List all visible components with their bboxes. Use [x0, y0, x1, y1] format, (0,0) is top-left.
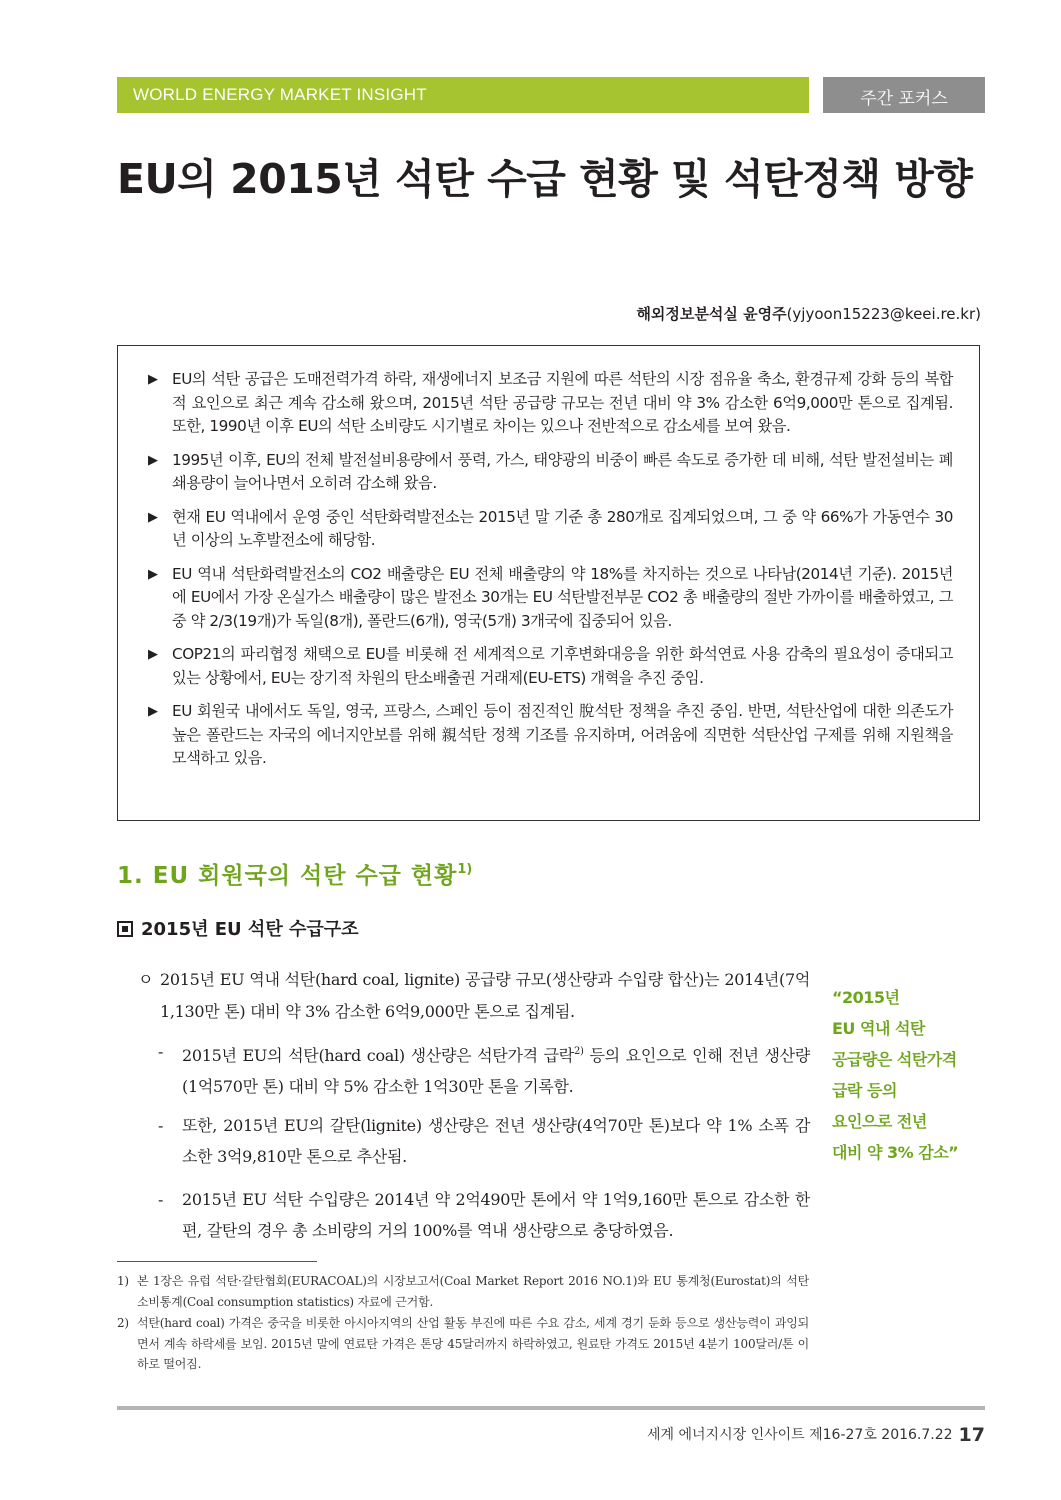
footnote-ref-1: 1): [457, 862, 473, 877]
footer-publication: 세계 에너지시장 인사이트 제16-27호 2016.7.22: [647, 1427, 953, 1443]
author-name: 해외정보분석실 윤영주: [636, 305, 787, 323]
footnote-text: 석탄(hard coal) 가격은 중국을 비롯한 아시아지역의 산업 활동 부진에 따른 수요 감소, 세계 경기 둔화 등으로 생산능력이 과잉되면서 계속 하락세를 보임. 2015년 말에 연료탄 가격은 톤당 45달러까지 하락하였고, 원료탄 가격도 2015년 4분기 100달러/톤 이하로 떨어짐.: [137, 1316, 809, 1371]
pull-quote: [832, 982, 982, 1168]
main-point: [138, 964, 810, 1028]
dash-item-text: 2015년 EU 석탄 수입량은 2014년 약 2억490만 톤에서 약 1억9,160만 톤으로 감소한 한편, 갈탄의 경우 총 소비량의 거의 100%를 역내 생산량으로 충당하였음.: [182, 1190, 810, 1240]
summary-text: 현재 EU 역내에서 운영 중인 석탄화력발전소는 2015년 말 기준 총 280개로 집계되었으며, 그 중 약 66%가 가동연수 30년 이상의 노후발전소에 해당함.: [172, 507, 953, 549]
footer-divider: [117, 1406, 985, 1410]
summary-box: [117, 345, 980, 821]
author-email: (yjyoon15223@keei.re.kr): [786, 305, 981, 323]
dash-item-text: 2015년 EU의 석탄(hard coal) 생산량은 석탄가격 급락: [182, 1046, 574, 1065]
dash-item: [158, 1184, 810, 1246]
summary-text: EU의 석탄 공급은 도매전력가격 하락, 재생에너지 보조금 지원에 따른 석탄의 시장 점유율 축소, 환경규제 강화 등의 복합적 요인으로 최근 계속 감소해 왔으며, 2015년 석탄 공급량 규모는 전년 대비 약 3% 감소한 6억9,000만 톤으로 집계됨. 또한, 1990년 이후 EU의 석탄 소비량도 시기별로 차이는 있으나 전반적으로 감소세를 보여 왔음.: [172, 370, 953, 435]
pull-quote-line: 요인으로 전년: [832, 1112, 927, 1131]
page-footer: [647, 1424, 985, 1446]
section-title: [117, 857, 472, 890]
pull-quote-line: EU 역내 석탄: [832, 1019, 925, 1038]
summary-item: [148, 368, 953, 439]
bullet-icon: ▶: [148, 509, 158, 525]
subsection-title: [117, 915, 359, 941]
bullet-icon: ▶: [148, 372, 158, 387]
square-bullet-icon: [117, 921, 133, 937]
pull-quote-line: 급락 등의: [832, 1081, 897, 1100]
summary-item: [148, 449, 953, 496]
dash-bullet: -: [158, 1042, 164, 1061]
footnote: [117, 1313, 809, 1375]
header-section-text: 주간 포커스: [860, 89, 948, 109]
summary-text: 1995년 이후, EU의 전체 발전설비용량에서 풍력, 가스, 태양광의 비중이 빠른 속도로 증가한 데 비해, 석탄 발전설비는 폐쇄용량이 늘어나면서 오히려 감소해 왔음.: [172, 450, 953, 492]
bullet-icon: ▶: [148, 647, 158, 662]
dash-item: [158, 1036, 810, 1102]
dash-bullet: -: [158, 1116, 164, 1135]
summary-text: EU 역내 석탄화력발전소의 CO2 배출량은 EU 전체 배출량의 약 18%를 차지하는 것으로 나타남(2014년 기준). 2015년에 EU에서 가장 온실가스 배출량이 많은 발전소 30개는 EU 석탄발전부문 CO2 총 배출량의 절반 가까이를 배출하였고, 그 중 약 2/3(19개)가 독일(8개), 폴란드(6개), 영국(5개) 3개국에 집중되어 있음.: [172, 564, 953, 630]
section-title-text: 1. EU 회원국의 석탄 수급 현황: [117, 863, 458, 889]
subsection-title-text: 2015년 EU 석탄 수급구조: [141, 919, 359, 940]
dash-bullet: -: [158, 1190, 164, 1209]
dash-item-text-cont: 등의 요인으로 인해 전년 생산량(1억570만 톤) 대비 약 5% 감소한 1억30만 톤을 기록함.: [182, 1046, 810, 1096]
summary-text: EU 회원국 내에서도 독일, 영국, 프랑스, 스페인 등이 점진적인 脫석탄 정책을 추진 중임. 반면, 석탄산업에 대한 의존도가 높은 폴란드는 자국의 에너지안보를 위해 親석탄 정책 기조를 유지하며, 어려움에 직면한 석탄산업 구제를 위해 지원책을 모색하고 있음.: [172, 702, 953, 767]
bullet-icon: ▶: [148, 566, 158, 582]
bullet-icon: ▶: [148, 704, 158, 719]
footnote-number: 1): [117, 1274, 129, 1288]
author-line: [636, 303, 981, 324]
pull-quote-line: 대비 약 3% 감소”: [832, 1143, 959, 1162]
summary-item: [148, 643, 953, 690]
summary-item: [148, 563, 953, 634]
footnote-ref-2: 2): [573, 1046, 584, 1057]
footnote: [117, 1271, 809, 1312]
footnote-number: 2): [117, 1316, 129, 1330]
dash-item-text: 또한, 2015년 EU의 갈탄(lignite) 생산량은 전년 생산량(4억70만 톤)보다 약 1% 소폭 감소한 3억9,810만 톤으로 추산됨.: [182, 1116, 810, 1166]
pull-quote-line: “2015년: [832, 988, 900, 1007]
page-title: EU의 2015년 석탄 수급 현황 및 석탄정책 방향: [117, 155, 973, 203]
pull-quote-line: 공급량은 석탄가격: [832, 1050, 957, 1069]
footnote-divider: [117, 1261, 317, 1262]
circle-bullet-icon: ㅇ: [138, 970, 154, 989]
header-section-bar: [823, 77, 985, 113]
header-series-text: WORLD ENERGY MARKET INSIGHT: [133, 85, 427, 104]
dash-item: [158, 1110, 810, 1172]
header-series-bar: [117, 77, 809, 113]
footnote-text: 본 1장은 유럽 석탄·갈탄협회(EURACOAL)의 시장보고서(Coal Market Report 2016 NO.1)와 EU 통계청(Eurostat)의 석탄소비통계(Coal consumption statistics) 자료에 근거함.: [137, 1274, 809, 1309]
bullet-icon: ▶: [148, 452, 158, 468]
summary-item: [148, 700, 953, 771]
main-point-text: 2015년 EU 역내 석탄(hard coal, lignite) 공급량 규모(생산량과 수입량 합산)는 2014년(7억1,130만 톤) 대비 약 3% 감소한 6억9,000만 톤으로 집계됨.: [160, 970, 810, 1021]
page-number: 17: [958, 1424, 985, 1446]
summary-item: [148, 506, 953, 553]
summary-text: COP21의 파리협정 채택으로 EU를 비롯해 전 세계적으로 기후변화대응을 위한 화석연료 사용 감축의 필요성이 증대되고 있는 상황에서, EU는 장기적 차원의 탄소배출권 거래제(EU-ETS) 개혁을 추진 중임.: [172, 645, 953, 687]
